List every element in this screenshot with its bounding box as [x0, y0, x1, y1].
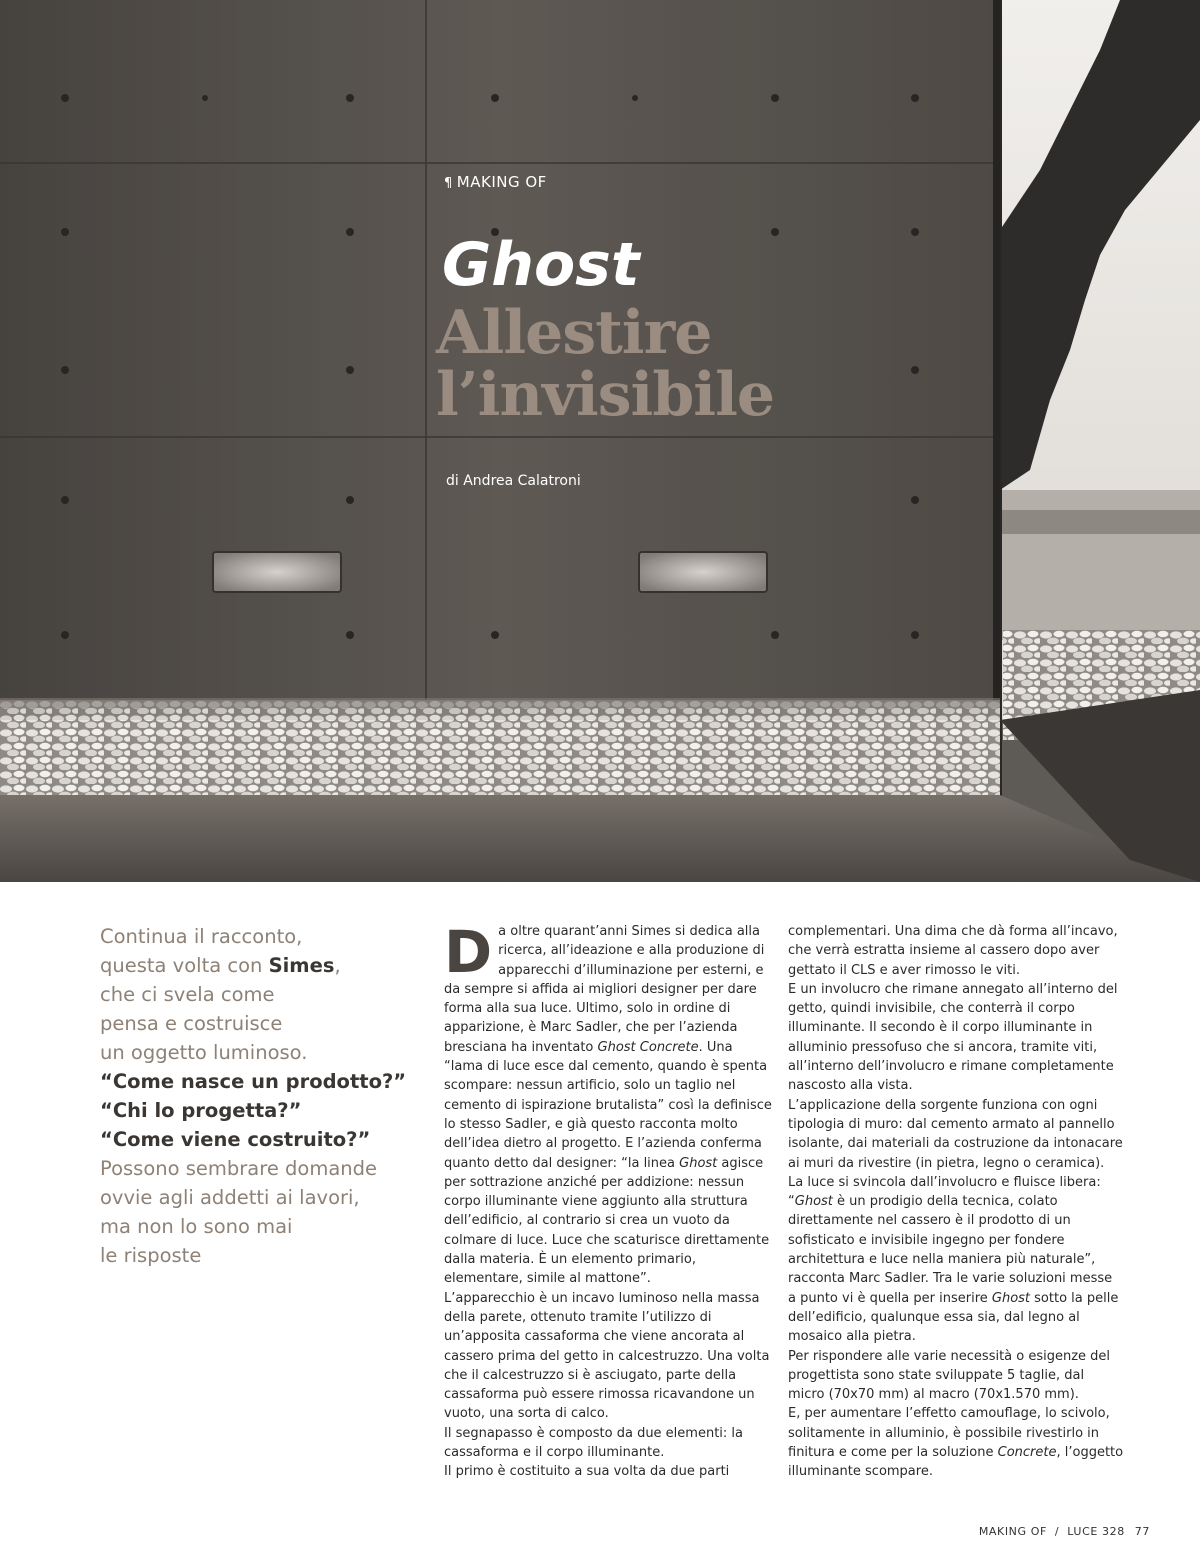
product-name: Ghost	[794, 1194, 833, 1210]
body-text: E, per aumentare l’effetto camouflage, lo scivolo, solitamente in alluminio, è possibile rivestirlo in finitura e come per la soluzione	[788, 1406, 1110, 1461]
body-paragraph: Il segnapasso è composto da due elementi: la cassaforma e il corpo illuminante.	[444, 1425, 743, 1461]
body-paragraph	[788, 1404, 1124, 1481]
page-number: 77	[1134, 1525, 1150, 1538]
folio-separator: /	[1054, 1525, 1060, 1538]
section-kicker	[444, 173, 547, 191]
subtitle-line-2: l’invisibile	[436, 360, 775, 430]
body-paragraph	[444, 918, 774, 1289]
standfirst-question	[100, 1096, 410, 1125]
standfirst-line: pensa e costruisce	[100, 1012, 283, 1035]
body-text: a oltre quarant’anni Simes si dedica alla ricerca, all’ideazione e alla produzione di apparecchi d’illuminazione per esterni, e da sempre si affida ai migliori designer per dare forma alla sua luce. Ultimo, solo in ordine di apparizione, è Marc Sadler, che per l’azienda bresciana ha inventato	[444, 924, 765, 1055]
body-column-2	[788, 922, 1124, 1482]
pilcrow-icon: ¶	[444, 176, 453, 191]
drop-cap: D	[444, 918, 493, 986]
product-name: Concrete	[997, 1445, 1057, 1461]
question-text: “Come viene costruito?”	[100, 1128, 371, 1151]
product-name: Ghost	[991, 1290, 1031, 1306]
product-name: Ghost Concrete	[597, 1039, 699, 1055]
body-text: La luce si svincola dall’involucro e fluisce libera: “	[788, 1174, 1101, 1210]
body-text: . Una “lama di luce esce dal cemento, quando è spenta scompare: nessun artificio, solo un taglio nel cemento di ispirazione brutalista” così la definisce lo stesso Sadler, e già questo racconta molto dell’idea dietro al progetto. E l’azienda conferma quanto detto dal designer: “la linea	[444, 1039, 772, 1171]
body-paragraph: Il primo è costituito a sua volta da due parti	[444, 1464, 730, 1480]
body-paragraph	[788, 1173, 1124, 1347]
article-subtitle	[436, 298, 775, 430]
standfirst-text: questa volta con	[100, 954, 269, 977]
body-text: agisce per sottrazione anziché per addizione: nessun corpo illuminante viene aggiunto alla struttura dell’edificio, al contrario si crea un vuoto da colmare di luce. Luce che scaturisce direttamente dalla materia. È un elemento primario, elementare, simile al mattone”.	[444, 1155, 770, 1287]
brand-name: Simes	[268, 954, 335, 977]
article-title: Ghost	[442, 230, 640, 300]
page-folio	[979, 1525, 1150, 1538]
standfirst-line: Possono sembrare domande	[100, 1157, 377, 1180]
standfirst-question	[100, 1067, 410, 1096]
question-text: “Come nasce un prodotto?”	[100, 1070, 407, 1093]
standfirst-question	[100, 1125, 410, 1154]
folio-magazine: LUCE 328	[1067, 1525, 1125, 1538]
body-column-1	[444, 918, 774, 1482]
body-text: sotto la pelle dell’edificio, qualunque essa sia, dal legno al mosaico alla pietra.	[788, 1290, 1119, 1345]
standfirst-line: ovvie agli addetti ai lavori,	[100, 1186, 360, 1209]
body-paragraph: Per rispondere alle varie necessità o esigenze del progettista sono state sviluppate 5 taglie, dal micro (70x70 mm) al macro (70x1.570 mm).	[788, 1348, 1111, 1403]
standfirst-line	[100, 951, 410, 980]
folio-section: MAKING OF	[978, 1525, 1047, 1538]
standfirst-line: ma non lo sono mai	[100, 1215, 293, 1238]
body-text: è un prodigio della tecnica, colato direttamente nel cassero è il prodotto di un sofisticato e invisibile ingegno per fondere architettura e luce nella maniera più naturale”, racconta Marc Sadler. Tra le varie soluzioni messe a punto vi è quella per inserire	[788, 1194, 1113, 1306]
standfirst-text: ,	[334, 954, 341, 977]
standfirst-line: Continua il racconto,	[100, 925, 303, 948]
question-text: “Chi lo progetta?”	[100, 1099, 302, 1122]
body-paragraph: E un involucro che rimane annegato all’interno del getto, quindi invisibile, che conterrà il corpo illuminante. Il secondo è il corpo illuminante in alluminio pressofuso che si ancora, tramite viti, all’interno dell’involucro e rimane completamente nascosto alla vista.	[788, 981, 1118, 1094]
standfirst-line: un oggetto luminoso.	[100, 1041, 308, 1064]
byline: di Andrea Calatroni	[446, 473, 581, 489]
body-text: , l’oggetto illuminante scompare.	[788, 1445, 1124, 1480]
product-name: Ghost	[679, 1155, 718, 1171]
standfirst	[100, 922, 410, 1270]
body-paragraph: L’applicazione della sorgente funziona con ogni tipologia di muro: dal cemento armato al pannello isolante, dai materiali da costruzione da intonacare ai muri da rivestire (in pietra, legno o ceramica).	[788, 1097, 1123, 1171]
body-paragraph: L’apparecchio è un incavo luminoso nella massa della parete, ottenuto tramite l’utilizzo di un’apposita cassaforma che viene ancorata al cassero prima del getto in calcestruzzo. Una volta che il calcestruzzo si è asciugato, parte della cassaforma può essere rimossa ricavandone un vuoto, una sorta di calco.	[444, 1290, 770, 1422]
kicker-label: MAKING OF	[456, 173, 547, 191]
body-paragraph: complementari. Una dima che dà forma all’incavo, che verrà estratta insieme al cassero dopo aver gettato il CLS e aver rimosso le viti.	[788, 924, 1118, 978]
standfirst-line: che ci svela come	[100, 983, 275, 1006]
standfirst-line: le risposte	[100, 1244, 202, 1267]
subtitle-line-1: Allestire	[436, 298, 712, 368]
